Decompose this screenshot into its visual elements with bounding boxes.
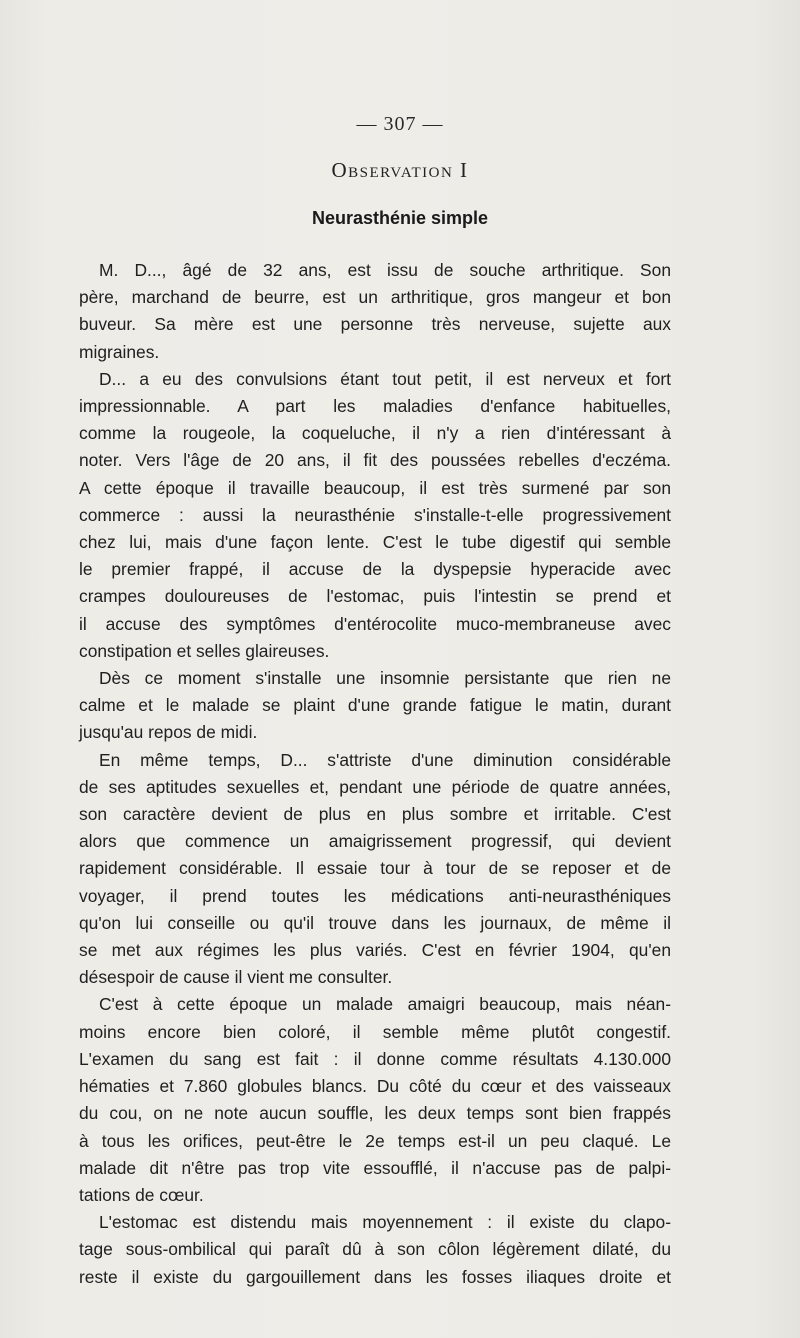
text-line: Dès ce moment s'installe une insomnie persistante que rien ne bbox=[99, 668, 671, 689]
text-line: D... a eu des convulsions étant tout petit, il est nerveux et fort bbox=[99, 368, 671, 389]
text-line: crampes douloureuses de l'estomac, puis l'intestin se prend et bbox=[79, 586, 671, 607]
text-line: A cette époque il travaille beaucoup, il est très surmené par son bbox=[79, 477, 671, 498]
text-line: désespoir de cause il vient me consulter. bbox=[79, 967, 393, 988]
body-text bbox=[79, 257, 671, 1291]
text-line: L'examen du sang est fait : il donne comme résultats 4.130.000 bbox=[79, 1048, 671, 1069]
text-line: il accuse des symptômes d'entérocolite muco-membraneuse avec bbox=[79, 613, 671, 634]
text-line: de ses aptitudes sexuelles et, pendant une période de quatre années, bbox=[79, 776, 671, 797]
paragraph bbox=[79, 747, 671, 992]
text-line: C'est à cette époque un malade amaigri beaucoup, mais néan- bbox=[99, 994, 671, 1015]
paragraph bbox=[79, 991, 671, 1209]
text-line: buveur. Sa mère est une personne très nerveuse, sujette aux bbox=[79, 314, 671, 335]
paragraph bbox=[79, 1209, 671, 1291]
text-line: à tous les orifices, peut-être le 2e temps est-il un peu claqué. Le bbox=[79, 1130, 671, 1151]
section-subtitle: Neurasthénie simple bbox=[311, 208, 489, 228]
text-line: le premier frappé, il accuse de la dyspepsie hyperacide avec bbox=[79, 559, 671, 580]
text-line: rapidement considérable. Il essaie tour à tour de se reposer et de bbox=[79, 858, 671, 879]
text-line: tations de cœur. bbox=[79, 1184, 204, 1205]
text-line: M. D..., âgé de 32 ans, est issu de souche arthritique. Son bbox=[99, 260, 671, 280]
text-line: alors que commence un amaigrissement progressif, qui devient bbox=[79, 831, 671, 852]
text-line: L'estomac est distendu mais moyennement : il existe du clapo- bbox=[99, 1212, 671, 1233]
text-line: du cou, on ne note aucun souffle, les deux temps sont bien frappés bbox=[79, 1103, 671, 1124]
text-line: hématies et 7.860 globules blancs. Du côté du cœur et des vaisseaux bbox=[79, 1076, 671, 1097]
text-line: son caractère devient de plus en plus sombre et irritable. C'est bbox=[79, 804, 671, 825]
page-number: — 307 — bbox=[356, 113, 444, 135]
paragraph bbox=[79, 366, 671, 665]
paragraph bbox=[79, 665, 671, 747]
text-line: qu'on lui conseille ou qu'il trouve dans les journaux, de même il bbox=[79, 912, 671, 933]
text-line: impressionnable. A part les maladies d'enfance habituelles, bbox=[79, 396, 671, 417]
text-line: migraines. bbox=[79, 341, 160, 362]
text-line: père, marchand de beurre, est un arthritique, gros mangeur et bon bbox=[79, 287, 671, 308]
text-line: chez lui, mais d'une façon lente. C'est le tube digestif qui semble bbox=[79, 532, 671, 553]
text-line: reste il existe du gargouillement dans les fosses iliaques droite et bbox=[79, 1266, 671, 1287]
text-line: comme la rougeole, la coqueluche, il n'y a rien d'intéressant à bbox=[79, 423, 671, 444]
text-line: moins encore bien coloré, il semble même plutôt congestif. bbox=[79, 1021, 671, 1042]
text-line: malade dit n'être pas trop vite essoufflé, il n'accuse pas de palpi- bbox=[79, 1157, 671, 1178]
paragraph bbox=[79, 257, 671, 366]
text-line: jusqu'au repos de midi. bbox=[79, 722, 258, 743]
text-line: constipation et selles glaireuses. bbox=[79, 640, 330, 661]
text-line: se met aux régimes les plus variés. C'est en février 1904, qu'en bbox=[79, 940, 671, 961]
text-line: noter. Vers l'âge de 20 ans, il fit des poussées rebelles d'eczéma. bbox=[79, 450, 671, 471]
text-line: tage sous-ombilical qui paraît dû à son côlon légèrement dilaté, du bbox=[79, 1239, 671, 1260]
text-line: voyager, il prend toutes les médications anti-neurasthéniques bbox=[79, 885, 671, 906]
text-line: calme et le malade se plaint d'une grande fatigue le matin, durant bbox=[79, 695, 671, 716]
text-line: En même temps, D... s'attriste d'une diminution considérable bbox=[99, 749, 671, 770]
observation-title: Observation I bbox=[331, 158, 469, 182]
text-line: commerce : aussi la neurasthénie s'installe-t-elle progressivement bbox=[79, 504, 671, 525]
